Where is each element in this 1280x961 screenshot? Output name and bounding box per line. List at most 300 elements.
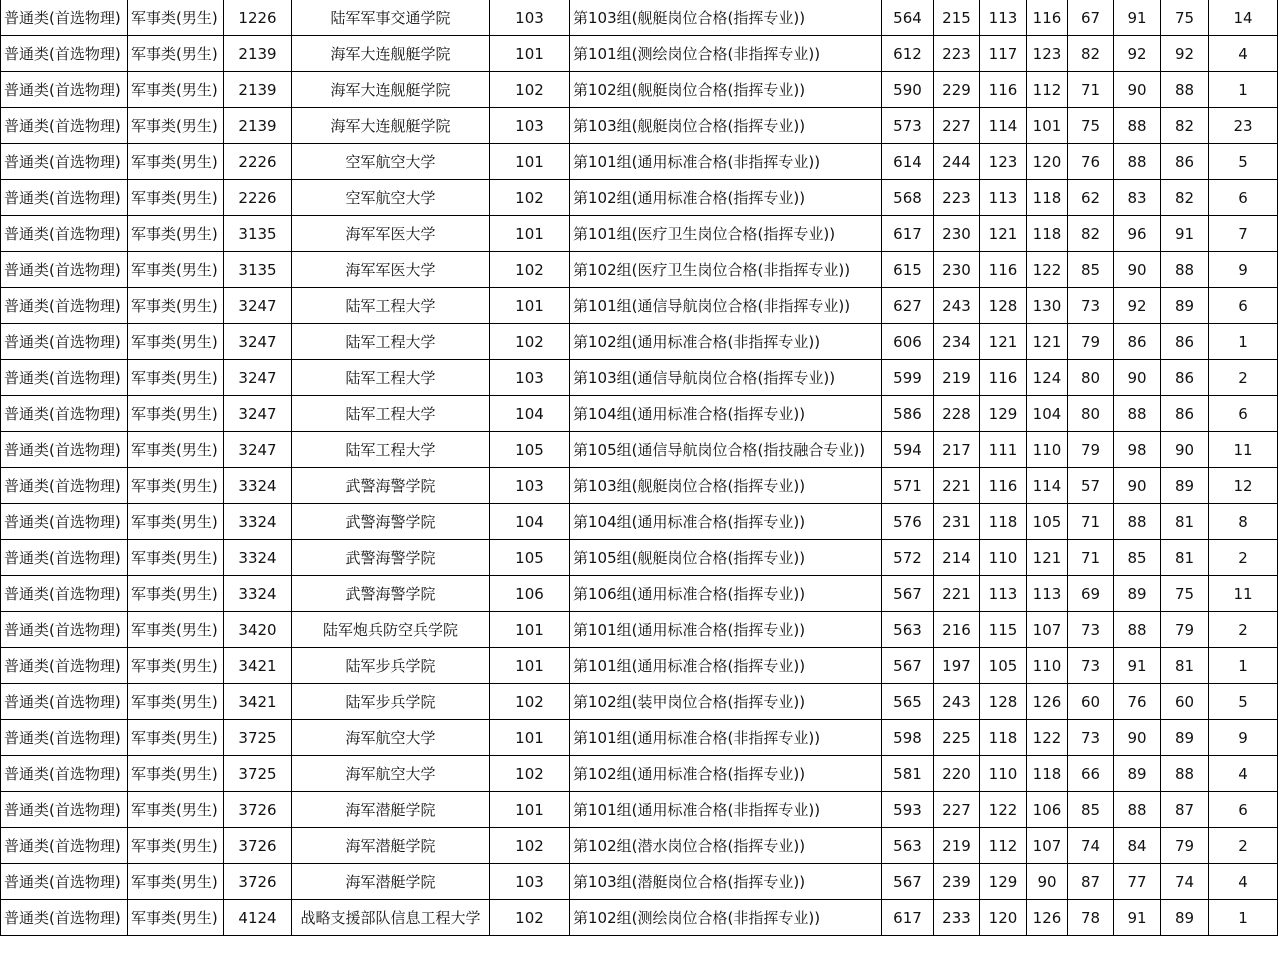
category-cell: 普通类(首选物理)	[1, 900, 128, 936]
school-code-cell: 3247	[224, 360, 292, 396]
school-code-cell: 3247	[224, 288, 292, 324]
second-subject-cell: 88	[1161, 756, 1209, 792]
school-name-cell: 陆军工程大学	[292, 432, 490, 468]
school-code-cell: 1226	[224, 0, 292, 36]
chinese-score-cell: 118	[980, 720, 1027, 756]
table-row	[1, 36, 1278, 72]
plan-count-cell: 1	[1209, 72, 1278, 108]
min-score-cell: 617	[882, 216, 934, 252]
chinese-score-cell: 112	[980, 828, 1027, 864]
second-subject-cell: 86	[1161, 324, 1209, 360]
category-cell: 普通类(首选物理)	[1, 360, 128, 396]
first-subject-cell: 90	[1114, 252, 1161, 288]
type-cell: 军事类(男生)	[128, 72, 224, 108]
third-subject-cell: 78	[1068, 900, 1114, 936]
plan-count-cell: 6	[1209, 180, 1278, 216]
table-row	[1, 792, 1278, 828]
group-name-cell: 第102组(潜水岗位合格(指挥专业))	[570, 828, 882, 864]
plan-count-cell: 6	[1209, 288, 1278, 324]
type-cell: 军事类(男生)	[128, 360, 224, 396]
min-score-cell: 593	[882, 792, 934, 828]
plan-count-cell: 12	[1209, 468, 1278, 504]
third-subject-cell: 71	[1068, 72, 1114, 108]
chinese-score-cell: 113	[980, 0, 1027, 36]
chinese-math-sum-cell: 219	[934, 360, 980, 396]
math-score-cell: 124	[1027, 360, 1068, 396]
type-cell: 军事类(男生)	[128, 252, 224, 288]
school-name-cell: 海军军医大学	[292, 252, 490, 288]
third-subject-cell: 74	[1068, 828, 1114, 864]
school-name-cell: 海军航空大学	[292, 756, 490, 792]
plan-count-cell: 6	[1209, 792, 1278, 828]
third-subject-cell: 62	[1068, 180, 1114, 216]
group-code-cell: 105	[490, 432, 570, 468]
plan-count-cell: 11	[1209, 432, 1278, 468]
second-subject-cell: 90	[1161, 432, 1209, 468]
math-score-cell: 113	[1027, 576, 1068, 612]
school-code-cell: 2226	[224, 180, 292, 216]
group-code-cell: 101	[490, 144, 570, 180]
min-score-cell: 571	[882, 468, 934, 504]
second-subject-cell: 86	[1161, 144, 1209, 180]
type-cell: 军事类(男生)	[128, 144, 224, 180]
chinese-score-cell: 115	[980, 612, 1027, 648]
min-score-cell: 573	[882, 108, 934, 144]
chinese-math-sum-cell: 216	[934, 612, 980, 648]
math-score-cell: 122	[1027, 252, 1068, 288]
third-subject-cell: 82	[1068, 216, 1114, 252]
second-subject-cell: 79	[1161, 828, 1209, 864]
chinese-score-cell: 121	[980, 324, 1027, 360]
school-name-cell: 海军航空大学	[292, 720, 490, 756]
group-name-cell: 第101组(通用标准合格(非指挥专业))	[570, 720, 882, 756]
category-cell: 普通类(首选物理)	[1, 72, 128, 108]
category-cell: 普通类(首选物理)	[1, 288, 128, 324]
min-score-cell: 567	[882, 576, 934, 612]
category-cell: 普通类(首选物理)	[1, 180, 128, 216]
chinese-math-sum-cell: 244	[934, 144, 980, 180]
math-score-cell: 130	[1027, 288, 1068, 324]
min-score-cell: 599	[882, 360, 934, 396]
group-code-cell: 101	[490, 216, 570, 252]
plan-count-cell: 7	[1209, 216, 1278, 252]
first-subject-cell: 90	[1114, 360, 1161, 396]
school-name-cell: 海军潜艇学院	[292, 864, 490, 900]
group-name-cell: 第103组(舰艇岗位合格(指挥专业))	[570, 468, 882, 504]
school-name-cell: 海军军医大学	[292, 216, 490, 252]
school-name-cell: 海军大连舰艇学院	[292, 108, 490, 144]
first-subject-cell: 91	[1114, 900, 1161, 936]
table-row	[1, 396, 1278, 432]
table-row	[1, 648, 1278, 684]
category-cell: 普通类(首选物理)	[1, 144, 128, 180]
type-cell: 军事类(男生)	[128, 792, 224, 828]
type-cell: 军事类(男生)	[128, 504, 224, 540]
group-code-cell: 102	[490, 900, 570, 936]
school-code-cell: 2226	[224, 144, 292, 180]
category-cell: 普通类(首选物理)	[1, 864, 128, 900]
group-code-cell: 101	[490, 36, 570, 72]
category-cell: 普通类(首选物理)	[1, 252, 128, 288]
school-name-cell: 武警海警学院	[292, 576, 490, 612]
group-code-cell: 105	[490, 540, 570, 576]
first-subject-cell: 88	[1114, 504, 1161, 540]
table-row	[1, 324, 1278, 360]
third-subject-cell: 57	[1068, 468, 1114, 504]
group-name-cell: 第101组(通信导航岗位合格(非指挥专业))	[570, 288, 882, 324]
group-name-cell: 第101组(通用标准合格(指挥专业))	[570, 612, 882, 648]
category-cell: 普通类(首选物理)	[1, 648, 128, 684]
category-cell: 普通类(首选物理)	[1, 612, 128, 648]
table-row	[1, 108, 1278, 144]
school-name-cell: 陆军工程大学	[292, 360, 490, 396]
third-subject-cell: 60	[1068, 684, 1114, 720]
chinese-score-cell: 110	[980, 540, 1027, 576]
school-code-cell: 3725	[224, 756, 292, 792]
school-code-cell: 3421	[224, 648, 292, 684]
group-code-cell: 103	[490, 864, 570, 900]
category-cell: 普通类(首选物理)	[1, 396, 128, 432]
chinese-math-sum-cell: 233	[934, 900, 980, 936]
chinese-math-sum-cell: 221	[934, 576, 980, 612]
category-cell: 普通类(首选物理)	[1, 324, 128, 360]
chinese-score-cell: 120	[980, 900, 1027, 936]
chinese-score-cell: 123	[980, 144, 1027, 180]
second-subject-cell: 74	[1161, 864, 1209, 900]
chinese-math-sum-cell: 239	[934, 864, 980, 900]
school-code-cell: 3324	[224, 468, 292, 504]
chinese-score-cell: 113	[980, 180, 1027, 216]
school-name-cell: 空军航空大学	[292, 180, 490, 216]
math-score-cell: 126	[1027, 900, 1068, 936]
chinese-score-cell: 129	[980, 396, 1027, 432]
group-code-cell: 104	[490, 396, 570, 432]
plan-count-cell: 5	[1209, 684, 1278, 720]
table-row	[1, 360, 1278, 396]
group-name-cell: 第105组(通信导航岗位合格(指技融合专业))	[570, 432, 882, 468]
math-score-cell: 110	[1027, 432, 1068, 468]
plan-count-cell: 1	[1209, 900, 1278, 936]
group-name-cell: 第101组(通用标准合格(指挥专业))	[570, 648, 882, 684]
group-name-cell: 第102组(通用标准合格(指挥专业))	[570, 180, 882, 216]
type-cell: 军事类(男生)	[128, 180, 224, 216]
min-score-cell: 612	[882, 36, 934, 72]
school-code-cell: 3324	[224, 540, 292, 576]
min-score-cell: 627	[882, 288, 934, 324]
first-subject-cell: 90	[1114, 72, 1161, 108]
table-row	[1, 216, 1278, 252]
third-subject-cell: 69	[1068, 576, 1114, 612]
group-code-cell: 104	[490, 504, 570, 540]
chinese-score-cell: 118	[980, 504, 1027, 540]
group-code-cell: 102	[490, 324, 570, 360]
second-subject-cell: 92	[1161, 36, 1209, 72]
second-subject-cell: 81	[1161, 648, 1209, 684]
table-row	[1, 0, 1278, 36]
category-cell: 普通类(首选物理)	[1, 576, 128, 612]
school-code-cell: 3420	[224, 612, 292, 648]
chinese-score-cell: 116	[980, 360, 1027, 396]
chinese-score-cell: 128	[980, 288, 1027, 324]
type-cell: 军事类(男生)	[128, 0, 224, 36]
category-cell: 普通类(首选物理)	[1, 792, 128, 828]
table-row	[1, 864, 1278, 900]
chinese-score-cell: 116	[980, 72, 1027, 108]
school-name-cell: 陆军步兵学院	[292, 684, 490, 720]
first-subject-cell: 90	[1114, 720, 1161, 756]
chinese-score-cell: 110	[980, 756, 1027, 792]
first-subject-cell: 91	[1114, 648, 1161, 684]
group-code-cell: 102	[490, 252, 570, 288]
second-subject-cell: 60	[1161, 684, 1209, 720]
math-score-cell: 114	[1027, 468, 1068, 504]
min-score-cell: 615	[882, 252, 934, 288]
first-subject-cell: 88	[1114, 612, 1161, 648]
school-code-cell: 3247	[224, 432, 292, 468]
group-name-cell: 第105组(舰艇岗位合格(指挥专业))	[570, 540, 882, 576]
first-subject-cell: 83	[1114, 180, 1161, 216]
plan-count-cell: 4	[1209, 756, 1278, 792]
chinese-math-sum-cell: 215	[934, 0, 980, 36]
type-cell: 军事类(男生)	[128, 432, 224, 468]
group-code-cell: 103	[490, 468, 570, 504]
group-name-cell: 第101组(通用标准合格(非指挥专业))	[570, 144, 882, 180]
category-cell: 普通类(首选物理)	[1, 684, 128, 720]
first-subject-cell: 89	[1114, 756, 1161, 792]
chinese-math-sum-cell: 227	[934, 792, 980, 828]
third-subject-cell: 80	[1068, 396, 1114, 432]
category-cell: 普通类(首选物理)	[1, 468, 128, 504]
school-name-cell: 海军潜艇学院	[292, 792, 490, 828]
category-cell: 普通类(首选物理)	[1, 540, 128, 576]
math-score-cell: 122	[1027, 720, 1068, 756]
plan-count-cell: 2	[1209, 828, 1278, 864]
second-subject-cell: 82	[1161, 108, 1209, 144]
school-name-cell: 陆军工程大学	[292, 396, 490, 432]
second-subject-cell: 81	[1161, 504, 1209, 540]
chinese-score-cell: 116	[980, 468, 1027, 504]
third-subject-cell: 79	[1068, 432, 1114, 468]
first-subject-cell: 98	[1114, 432, 1161, 468]
group-name-cell: 第104组(通用标准合格(指挥专业))	[570, 396, 882, 432]
math-score-cell: 101	[1027, 108, 1068, 144]
group-name-cell: 第102组(装甲岗位合格(指挥专业))	[570, 684, 882, 720]
chinese-math-sum-cell: 220	[934, 756, 980, 792]
group-code-cell: 103	[490, 0, 570, 36]
group-name-cell: 第102组(测绘岗位合格(非指挥专业))	[570, 900, 882, 936]
chinese-score-cell: 121	[980, 216, 1027, 252]
table-row	[1, 900, 1278, 936]
type-cell: 军事类(男生)	[128, 540, 224, 576]
first-subject-cell: 89	[1114, 576, 1161, 612]
min-score-cell: 606	[882, 324, 934, 360]
group-name-cell: 第101组(医疗卫生岗位合格(指挥专业))	[570, 216, 882, 252]
min-score-cell: 576	[882, 504, 934, 540]
school-code-cell: 3726	[224, 864, 292, 900]
min-score-cell: 614	[882, 144, 934, 180]
second-subject-cell: 86	[1161, 396, 1209, 432]
first-subject-cell: 90	[1114, 468, 1161, 504]
math-score-cell: 107	[1027, 612, 1068, 648]
math-score-cell: 104	[1027, 396, 1068, 432]
first-subject-cell: 92	[1114, 36, 1161, 72]
school-name-cell: 陆军工程大学	[292, 324, 490, 360]
first-subject-cell: 88	[1114, 108, 1161, 144]
second-subject-cell: 79	[1161, 612, 1209, 648]
plan-count-cell: 1	[1209, 648, 1278, 684]
third-subject-cell: 80	[1068, 360, 1114, 396]
second-subject-cell: 88	[1161, 252, 1209, 288]
school-code-cell: 3135	[224, 216, 292, 252]
first-subject-cell: 76	[1114, 684, 1161, 720]
math-score-cell: 90	[1027, 864, 1068, 900]
school-name-cell: 海军大连舰艇学院	[292, 36, 490, 72]
school-name-cell: 空军航空大学	[292, 144, 490, 180]
type-cell: 军事类(男生)	[128, 756, 224, 792]
chinese-score-cell: 128	[980, 684, 1027, 720]
type-cell: 军事类(男生)	[128, 36, 224, 72]
chinese-score-cell: 111	[980, 432, 1027, 468]
math-score-cell: 118	[1027, 216, 1068, 252]
table-row	[1, 756, 1278, 792]
min-score-cell: 563	[882, 612, 934, 648]
min-score-cell: 564	[882, 0, 934, 36]
type-cell: 军事类(男生)	[128, 720, 224, 756]
third-subject-cell: 85	[1068, 792, 1114, 828]
table-row	[1, 432, 1278, 468]
first-subject-cell: 96	[1114, 216, 1161, 252]
plan-count-cell: 1	[1209, 324, 1278, 360]
min-score-cell: 590	[882, 72, 934, 108]
school-code-cell: 3247	[224, 324, 292, 360]
category-cell: 普通类(首选物理)	[1, 108, 128, 144]
third-subject-cell: 73	[1068, 720, 1114, 756]
group-name-cell: 第102组(医疗卫生岗位合格(非指挥专业))	[570, 252, 882, 288]
second-subject-cell: 88	[1161, 72, 1209, 108]
group-name-cell: 第102组(通用标准合格(指挥专业))	[570, 756, 882, 792]
first-subject-cell: 91	[1114, 0, 1161, 36]
table-body	[1, 0, 1278, 936]
table-row	[1, 576, 1278, 612]
third-subject-cell: 85	[1068, 252, 1114, 288]
category-cell: 普通类(首选物理)	[1, 0, 128, 36]
second-subject-cell: 89	[1161, 720, 1209, 756]
type-cell: 军事类(男生)	[128, 900, 224, 936]
first-subject-cell: 88	[1114, 144, 1161, 180]
chinese-math-sum-cell: 230	[934, 252, 980, 288]
chinese-math-sum-cell: 230	[934, 216, 980, 252]
group-name-cell: 第103组(潜艇岗位合格(指挥专业))	[570, 864, 882, 900]
math-score-cell: 107	[1027, 828, 1068, 864]
second-subject-cell: 86	[1161, 360, 1209, 396]
chinese-score-cell: 113	[980, 576, 1027, 612]
school-code-cell: 3726	[224, 792, 292, 828]
plan-count-cell: 23	[1209, 108, 1278, 144]
plan-count-cell: 4	[1209, 864, 1278, 900]
chinese-score-cell: 116	[980, 252, 1027, 288]
group-name-cell: 第104组(通用标准合格(指挥专业))	[570, 504, 882, 540]
type-cell: 军事类(男生)	[128, 468, 224, 504]
math-score-cell: 110	[1027, 648, 1068, 684]
plan-count-cell: 4	[1209, 36, 1278, 72]
min-score-cell: 568	[882, 180, 934, 216]
first-subject-cell: 86	[1114, 324, 1161, 360]
third-subject-cell: 71	[1068, 540, 1114, 576]
min-score-cell: 586	[882, 396, 934, 432]
school-code-cell: 3324	[224, 504, 292, 540]
chinese-score-cell: 105	[980, 648, 1027, 684]
type-cell: 军事类(男生)	[128, 288, 224, 324]
chinese-math-sum-cell: 197	[934, 648, 980, 684]
group-code-cell: 102	[490, 828, 570, 864]
min-score-cell: 572	[882, 540, 934, 576]
group-code-cell: 102	[490, 180, 570, 216]
type-cell: 军事类(男生)	[128, 108, 224, 144]
school-name-cell: 武警海警学院	[292, 540, 490, 576]
group-code-cell: 101	[490, 612, 570, 648]
chinese-math-sum-cell: 225	[934, 720, 980, 756]
group-name-cell: 第106组(通用标准合格(指挥专业))	[570, 576, 882, 612]
group-name-cell: 第103组(舰艇岗位合格(指挥专业))	[570, 0, 882, 36]
math-score-cell: 118	[1027, 756, 1068, 792]
group-code-cell: 102	[490, 756, 570, 792]
school-code-cell: 3726	[224, 828, 292, 864]
table-row	[1, 180, 1278, 216]
chinese-math-sum-cell: 221	[934, 468, 980, 504]
school-code-cell: 3135	[224, 252, 292, 288]
plan-count-cell: 2	[1209, 540, 1278, 576]
third-subject-cell: 79	[1068, 324, 1114, 360]
chinese-score-cell: 114	[980, 108, 1027, 144]
second-subject-cell: 82	[1161, 180, 1209, 216]
table-row	[1, 72, 1278, 108]
chinese-math-sum-cell: 243	[934, 684, 980, 720]
third-subject-cell: 73	[1068, 612, 1114, 648]
second-subject-cell: 87	[1161, 792, 1209, 828]
min-score-cell: 598	[882, 720, 934, 756]
chinese-math-sum-cell: 219	[934, 828, 980, 864]
min-score-cell: 594	[882, 432, 934, 468]
table-row	[1, 252, 1278, 288]
type-cell: 军事类(男生)	[128, 684, 224, 720]
chinese-math-sum-cell: 227	[934, 108, 980, 144]
group-code-cell: 102	[490, 684, 570, 720]
type-cell: 军事类(男生)	[128, 828, 224, 864]
chinese-math-sum-cell: 229	[934, 72, 980, 108]
third-subject-cell: 76	[1068, 144, 1114, 180]
plan-count-cell: 6	[1209, 396, 1278, 432]
chinese-math-sum-cell: 223	[934, 180, 980, 216]
category-cell: 普通类(首选物理)	[1, 504, 128, 540]
third-subject-cell: 73	[1068, 648, 1114, 684]
group-code-cell: 101	[490, 720, 570, 756]
table-row	[1, 504, 1278, 540]
third-subject-cell: 73	[1068, 288, 1114, 324]
chinese-math-sum-cell: 228	[934, 396, 980, 432]
chinese-score-cell: 117	[980, 36, 1027, 72]
plan-count-cell: 8	[1209, 504, 1278, 540]
group-code-cell: 102	[490, 72, 570, 108]
third-subject-cell: 67	[1068, 0, 1114, 36]
school-code-cell: 3247	[224, 396, 292, 432]
plan-count-cell: 2	[1209, 612, 1278, 648]
third-subject-cell: 87	[1068, 864, 1114, 900]
school-name-cell: 陆军炮兵防空兵学院	[292, 612, 490, 648]
min-score-cell: 617	[882, 900, 934, 936]
school-code-cell: 2139	[224, 108, 292, 144]
plan-count-cell: 14	[1209, 0, 1278, 36]
math-score-cell: 123	[1027, 36, 1068, 72]
